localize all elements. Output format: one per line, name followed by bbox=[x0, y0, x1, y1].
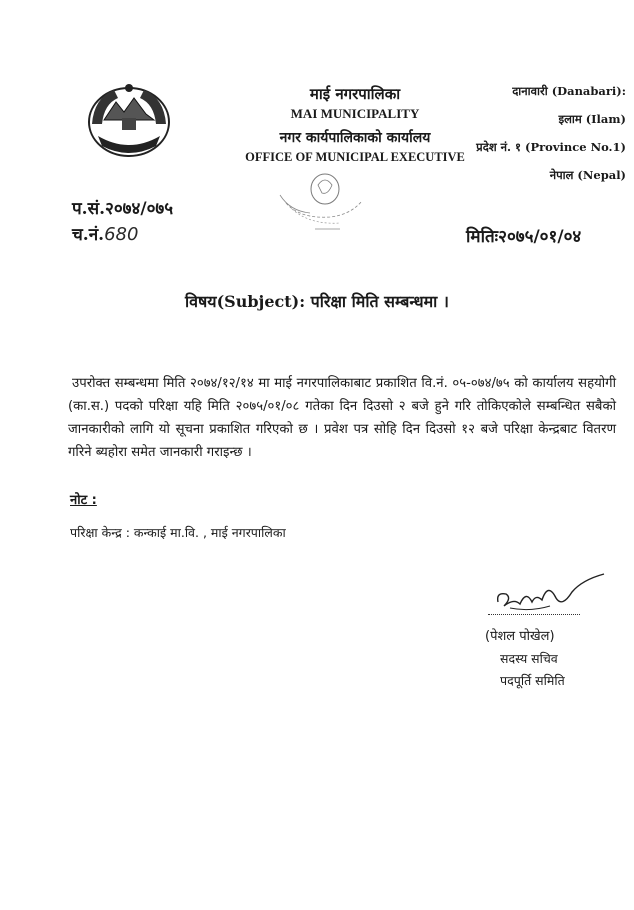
signatory-name: (पेशल पोखेल) bbox=[485, 629, 555, 644]
patra-sankhya-label: प.सं. bbox=[72, 199, 105, 219]
nepal-emblem-icon bbox=[84, 80, 174, 160]
note-heading: नोट : bbox=[70, 493, 97, 508]
patra-sankhya-value: २०७४/०७५ bbox=[105, 199, 174, 219]
letter-date-value: २०७५/०१/०४ bbox=[498, 227, 582, 247]
subject-line: विषय(Subject): परिक्षा मिति सम्बन्धमा । bbox=[185, 292, 449, 311]
address-line-nepal: नेपाल (Nepal) bbox=[549, 168, 626, 182]
chalani-number-value: 680 bbox=[104, 224, 139, 245]
letter-date-label: मितिः bbox=[466, 227, 499, 247]
municipality-name-nepali: माई नगरपालिका bbox=[309, 85, 401, 103]
letter-date bbox=[466, 224, 581, 247]
notice-body: उपरोक्त सम्बन्धमा मिति २०७४/१२/१४ मा माई नगरपालिकाबाट प्रकाशित वि.नं. ०५-०७४/७५ को कार्यालय सहयोगी (का.स.) पदको परिक्षा यहि मिति २०७५/०१/०८ गतेका दिन दिउसो २ बजे हुने गरि तोकिएकोले सम्बन्धित सबैको जानकारीको लागि यो सूचना प्रकाशित गरिएको छ । प्रवेश पत्र सोहि दिन दिउसो १२ बजे परिक्षा केन्द्रबाट वितरण गरिने ब्यहोरा समेत जानकारी गराइन्छ । bbox=[68, 376, 616, 460]
address-line-danabari: दानावारी (Danabari): bbox=[512, 84, 626, 98]
signatory-title-committee: पदपूर्ति समिति bbox=[500, 673, 565, 688]
office-name-english: OFFICE OF MUNICIPAL EXECUTIVE bbox=[245, 150, 465, 164]
signature-line bbox=[488, 614, 580, 615]
address-line-ilam: इलाम (Ilam) bbox=[558, 112, 626, 126]
handwritten-signature bbox=[490, 568, 610, 618]
signatory-title-member-secretary: सदस्य सचिव bbox=[500, 651, 558, 666]
patra-sankhya bbox=[72, 196, 173, 219]
municipality-name-english: MAI MUNICIPALITY bbox=[290, 106, 420, 121]
office-seal-stamp bbox=[270, 165, 380, 235]
chalani-number-label: च.नं. bbox=[72, 225, 105, 245]
office-name-nepali: नगर कार्यपालिकाको कार्यालय bbox=[279, 130, 431, 146]
exam-center-note: परिक्षा केन्द्र : कन्काई मा.वि. , माई नगरपालिका bbox=[70, 525, 286, 540]
address-line-province: प्रदेश नं. १ (Province No.1) bbox=[476, 140, 626, 154]
chalani-number bbox=[72, 222, 138, 245]
